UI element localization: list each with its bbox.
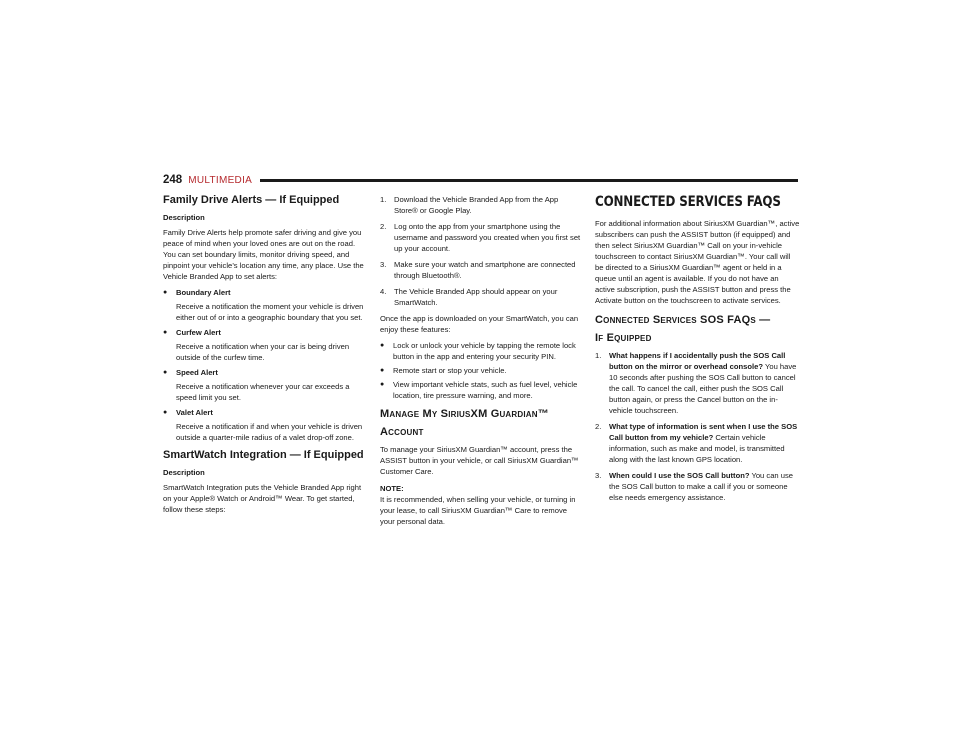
- sos-faq-title-line1: Connected Services SOS FAQs —: [595, 314, 771, 326]
- alert-name: Boundary Alert: [176, 288, 231, 297]
- sos-faq-title: [595, 311, 800, 347]
- alert-text: Receive a notification when your car is being driven outside of the curfew time.: [176, 342, 350, 362]
- bullet-icon: ●: [163, 289, 168, 296]
- description-label: Description: [163, 468, 205, 477]
- header-rule: [260, 179, 798, 182]
- alert-name: Valet Alert: [176, 408, 213, 417]
- manage-account-title: [380, 405, 583, 441]
- column-2: [380, 194, 583, 532]
- connected-services-intro: For additional information about SiriusXM Guardian™, active subscribers can push the ASSIST button (if equipped) and then select SiriusXM Guardian™ Call on your in-vehicle touchscreen to contact SiriusXM Guardian™. Your call will be directed to a SiriusXM Guardian™ agent or held in a queue until an agent is available. If you do not have an active subscription, push the ASSIST button and press the Activate button on the touchscreen to activate services.: [595, 219, 800, 305]
- bullet-icon: ●: [380, 367, 385, 374]
- faq-body: [609, 350, 800, 416]
- alert-text: Receive a notification if and when your vehicle is driven outside a quarter-mile radius of a valet drop-off zone.: [176, 422, 363, 442]
- alert-item: [163, 367, 366, 378]
- bullet-icon: ●: [163, 329, 168, 336]
- feature-text: View important vehicle stats, such as fuel level, vehicle location, tire pressure warning, and more.: [393, 380, 578, 400]
- section-name: MULTIMEDIA: [188, 174, 253, 186]
- description-label: Description: [163, 213, 205, 222]
- alert-text: Receive a notification the moment your vehicle is driven either out of or into a geographic boundary that you set.: [176, 302, 364, 322]
- faq-question: When could I use the SOS Call button?: [609, 471, 750, 480]
- step-item: [380, 221, 583, 254]
- page-number: 248: [163, 174, 183, 186]
- step-text: Download the Vehicle Branded App from the App Store® or Google Play.: [394, 195, 559, 215]
- alert-name: Curfew Alert: [176, 328, 221, 337]
- faq-number: 2.: [595, 422, 602, 431]
- feature-text: Lock or unlock your vehicle by tapping the remote lock button in the app and entering your security PIN.: [393, 341, 576, 361]
- step-item: [380, 259, 583, 281]
- step-item: [380, 286, 583, 308]
- feature-item: [380, 340, 583, 362]
- step-text: Make sure your watch and smartphone are connected through Bluetooth®.: [394, 260, 576, 280]
- faq-item: [595, 421, 800, 465]
- faq-item: [595, 470, 800, 503]
- faq-answer: You have 10 seconds after pushing the SOS Call button to cancel the call. To cancel the call, either push the SOS Call button again, or press the Cancel button on the in-vehicle touchscreen.: [609, 362, 797, 415]
- faq-item: [595, 350, 800, 416]
- smartwatch-intro: SmartWatch Integration puts the Vehicle Branded App right on your Apple® Watch or Android™ Wear. To get started, follow these steps:: [163, 483, 362, 514]
- step-text: Log onto the app from your smartphone using the username and password you created when you first set up your account.: [394, 222, 581, 253]
- alert-name: Speed Alert: [176, 368, 218, 377]
- faq-body: [609, 421, 800, 465]
- manage-title-line2: Account: [380, 426, 424, 438]
- note-text: It is recommended, when selling your vehicle, or turning in your lease, to call SiriusXM Guardian™ Care to remove your personal data.: [380, 495, 576, 526]
- faq-answer: Certain vehicle information, such as make and model, is transmitted along with the last known GPS location.: [609, 433, 785, 464]
- smartwatch-title: SmartWatch Integration — If Equipped: [163, 449, 364, 461]
- step-number: 1.: [380, 195, 387, 204]
- feature-item: [380, 365, 583, 376]
- faq-question: What happens if I accidentally push the SOS Call button on the mirror or overhead console?: [609, 351, 786, 371]
- step-number: 4.: [380, 287, 387, 296]
- manage-account-text: To manage your SiriusXM Guardian™ account, press the ASSIST button in your vehicle, or call SiriusXM Guardian™ Customer Care.: [380, 445, 579, 476]
- feature-item: [380, 379, 583, 401]
- bullet-icon: ●: [380, 342, 385, 349]
- faq-question: What type of information is sent when I use the SOS Call button from my vehicle?: [609, 422, 798, 442]
- alert-item: [163, 327, 366, 338]
- faq-number: 1.: [595, 351, 602, 360]
- note-label: NOTE:: [380, 484, 404, 493]
- alert-item: [163, 407, 366, 418]
- step-number: 2.: [380, 222, 387, 231]
- column-3: [595, 194, 800, 508]
- faq-body: [609, 470, 800, 503]
- manage-title-line1: Manage My SiriusXM Guardian™: [380, 408, 549, 420]
- alert-text: Receive a notification whenever your car exceeds a speed limit you set.: [176, 382, 350, 402]
- bullet-icon: ●: [163, 409, 168, 416]
- connected-services-faqs-title: CONNECTED SERVICES FAQS: [595, 194, 781, 210]
- features-intro: Once the app is downloaded on your SmartWatch, you can enjoy these features:: [380, 314, 579, 334]
- family-drive-alerts-title: Family Drive Alerts — If Equipped: [163, 194, 340, 206]
- step-number: 3.: [380, 260, 387, 269]
- faq-number: 3.: [595, 471, 602, 480]
- page-header: [163, 172, 798, 188]
- bullet-icon: ●: [163, 369, 168, 376]
- faq-answer: You can use the SOS Call button to make a call if you or someone else needs emergency assistance.: [609, 471, 793, 502]
- column-1: [163, 194, 366, 520]
- family-drive-intro: Family Drive Alerts help promote safer driving and give you peace of mind when your loved ones are out on the road. You can set boundary limits, monitor driving speed, and pinpoint your vehicle’s location any time, any place. Use the Vehicle Branded App to set alerts:: [163, 228, 364, 281]
- alert-item: [163, 287, 366, 298]
- bullet-icon: ●: [380, 381, 385, 388]
- step-item: [380, 194, 583, 216]
- sos-faq-title-line2: If Equipped: [595, 332, 652, 344]
- step-text: The Vehicle Branded App should appear on your SmartWatch.: [394, 287, 558, 307]
- feature-text: Remote start or stop your vehicle.: [393, 366, 507, 375]
